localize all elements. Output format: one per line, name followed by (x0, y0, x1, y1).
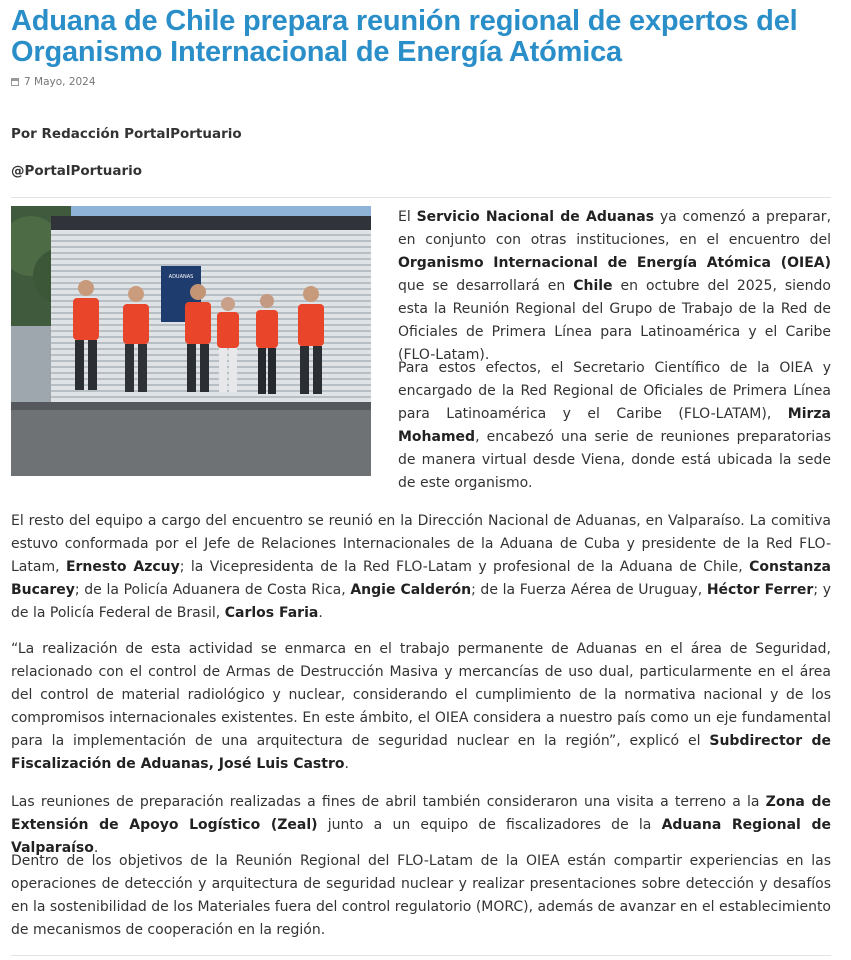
bold-text: Constanza Bucarey (11, 559, 831, 598)
author-byline: Por Redacción PortalPortuario (11, 126, 242, 142)
article-title: Aduana de Chile prepara reunión regional de expertos del Organismo Internacional de Energía Atómica (11, 5, 798, 68)
bold-text: Mirza Mohamed (398, 406, 831, 445)
group-photo-illustration (11, 206, 371, 476)
bold-text: Organismo Internacional de Energía Atómica (OIEA) (398, 255, 831, 271)
post-date: 7 Mayo, 2024 (24, 76, 96, 88)
text-run: “La realización de esta actividad se enmarca en el trabajo permanente de Aduanas en el área de Seguridad, relacionado con el control de Armas de Destrucción Masiva y mercancías de uso dual, particularmente en el área del control de material radiológico y nuclear, considerando el cumplimiento de la normativa nacional y de los compromisos internacionales existentes. En este ámbito, el OIEA considera a nuestro país como un eje fundamental para la implementación de una arquitectura de seguridad nuclear en la región”, explicó el (11, 641, 831, 749)
text-run: . (318, 605, 323, 621)
text-run: en octubre del 2025, siendo esta la Reunión Regional del Grupo de Trabajo de la Red de Oficiales de Primera Línea para Latinoamérica y el Caribe (FLO-Latam). (398, 278, 831, 363)
text-run: El (398, 209, 417, 225)
bold-text: Angie Calderón (350, 582, 472, 598)
bold-text: Servicio Nacional de Aduanas (416, 209, 655, 225)
text-run: . (344, 756, 349, 772)
bold-text: Zona de Extensión de Apoyo Logístico (Zeal) (11, 794, 831, 833)
text-run: , encabezó una serie de reuniones preparatorias de manera virtual desde Viena, donde está ubicada la sede de este organismo. (398, 429, 831, 491)
paragraph-1 (398, 206, 831, 367)
text-run: junto a un equipo de fiscalizadores de la (317, 817, 662, 833)
paragraph-3 (11, 510, 831, 625)
post-meta (11, 76, 96, 88)
author-handle: @PortalPortuario (11, 163, 143, 179)
text-run: ya comenzó a preparar, en conjunto con otras instituciones, en el encuentro del (398, 209, 832, 248)
text-run: El resto del equipo a cargo del encuentro se reunió en la Dirección Nacional de Aduanas, en Valparaíso. La comitiva estuvo conformada por el Jefe de Relaciones Internacionales de la Aduana de Cuba y presidente de la Red FLO-Latam, (11, 513, 831, 575)
bold-text: Subdirector de Fiscalización de Aduanas, José Luis Castro (11, 733, 831, 772)
text-run: Para estos efectos, el Secretario Científico de la OIEA y encargado de la Red Regional de Oficiales de Primera Línea para Latinoamérica y el Caribe (FLO-LATAM), (398, 360, 831, 422)
divider (11, 955, 831, 956)
bold-text: Aduana Regional de Valparaíso (11, 817, 831, 856)
text-run: Las reuniones de preparación realizadas a fines de abril también consideraron una visita a terreno a la (11, 794, 766, 810)
text-run: ; la Vicepresidenta de la Red FLO-Latam y profesional de la Aduana de Chile, (179, 559, 750, 575)
article-photo (11, 206, 371, 476)
bold-text: Chile (573, 278, 613, 294)
paragraph-2 (398, 357, 831, 495)
paragraph-4 (11, 638, 831, 776)
text-run: Dentro de los objetivos de la Reunión Regional del FLO-Latam de la OIEA están compartir experiencias en las operaciones de detección y arquitectura de seguridad nuclear y realizar presentaciones sobre detección y desafíos en la sostenibilidad de los Materiales fuera del control regulatorio (MORC), además de avanzar en el establecimiento de mecanismos de cooperación en la región. (11, 853, 831, 938)
text-run: ; de la Fuerza Aérea de Uruguay, (471, 582, 707, 598)
divider (11, 197, 831, 198)
bold-text: Héctor Ferrer (706, 582, 814, 598)
bold-text: Ernesto Azcuy (65, 559, 180, 575)
calendar-icon (11, 78, 19, 86)
paragraph-6 (11, 850, 831, 942)
sign-text: ADUANAS (168, 274, 194, 280)
text-run: ; de la Policía Aduanera de Costa Rica, (74, 582, 351, 598)
text-run: que se desarrollará en (398, 278, 574, 294)
text-run: ; y de la Policía Federal de Brasil, (11, 582, 831, 621)
bold-text: Carlos Faria (224, 605, 319, 621)
text-run: . (93, 840, 99, 856)
